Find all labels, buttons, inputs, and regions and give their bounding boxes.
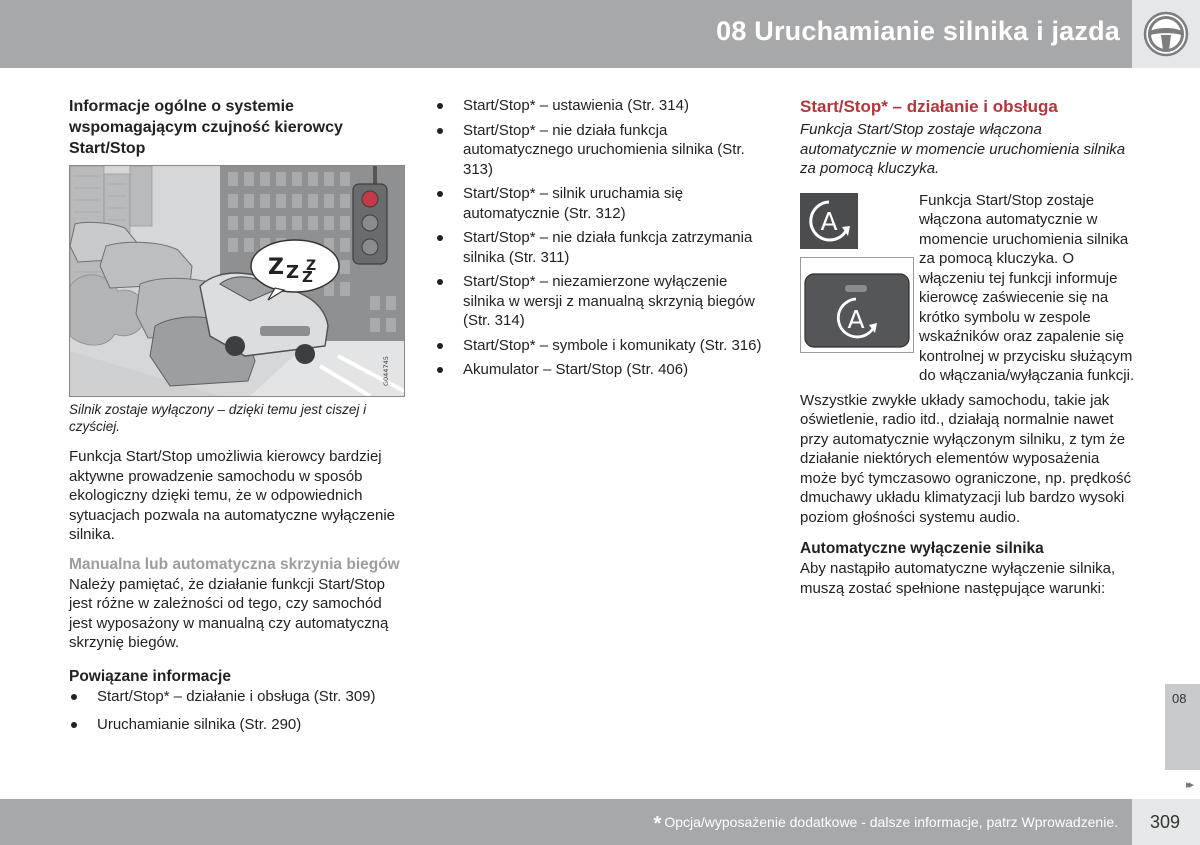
chapter-title: 08 Uruchamianie silnika i jazda <box>716 16 1120 46</box>
reference-item[interactable]: Start/Stop* – nie działa funkcja automatycznego uruchomienia silnika (Str. 313) <box>435 121 765 180</box>
chapter-header <box>0 0 1132 68</box>
related-title: Powiązane informacje <box>69 667 231 685</box>
chapter-icon-tab <box>1132 0 1200 68</box>
intro-paragraph: Funkcja Start/Stop umożliwia kierowcy bardziej aktywne prowadzenie samochodu w sposób ekologiczny dzięki temu, że w odpowiednich sytuacjach pozwala na automatyczne wyłączenie silnika. <box>69 448 396 543</box>
subtitle-gearbox: Manualna lub automatyczna skrzynia biegów <box>69 555 400 573</box>
footnote-text: Opcja/wyposażenie dodatkowe - dalsze informacje, patrz Wprowadzenie. <box>664 814 1118 830</box>
middle-column <box>435 96 765 385</box>
reference-item[interactable]: Akumulator – Start/Stop (Str. 406) <box>435 360 765 380</box>
next-page-arrows-icon: ▸▸ <box>1186 779 1192 791</box>
svg-text:Z: Z <box>286 262 300 283</box>
right-column <box>800 96 1135 608</box>
related-list <box>69 687 403 735</box>
left-column <box>69 96 403 744</box>
chapter-side-label: 08 <box>1172 691 1187 706</box>
section-title-operation: Start/Stop* – działanie i obsługa <box>800 97 1058 116</box>
traffic-illustration <box>69 165 405 397</box>
svg-text:Z: Z <box>268 255 284 280</box>
steering-wheel-icon <box>1143 11 1189 57</box>
image-code: G044745 <box>382 356 390 386</box>
reference-list <box>435 96 765 380</box>
start-stop-symbol-icon <box>800 193 858 249</box>
page-footer <box>0 799 1132 845</box>
page-number: 309 <box>1150 812 1181 832</box>
reference-item[interactable]: Start/Stop* – ustawienia (Str. 314) <box>435 96 765 116</box>
start-stop-symbol-letter: A <box>820 206 838 236</box>
image-caption: Silnik zostaje wyłączony – dzięki temu jest ciszej i czyściej. <box>69 402 367 434</box>
reference-item[interactable]: Start/Stop* – silnik uruchamia się automatycznie (Str. 312) <box>435 184 765 223</box>
svg-text:Z: Z <box>306 258 317 274</box>
reference-item[interactable]: Start/Stop* – symbole i komunikaty (Str. 316) <box>435 336 765 356</box>
reference-item[interactable]: Start/Stop* – niezamierzone wyłączenie silnika w wersji z manualną skrzynią biegów (Str. 314) <box>435 272 765 331</box>
related-item[interactable]: Uruchamianie silnika (Str. 290) <box>69 715 403 735</box>
icon-text-block <box>800 191 1135 391</box>
operation-paragraph-1: Funkcja Start/Stop zostaje włączona automatycznie w momencie uruchomienia silnika za pomocą kluczyka. O włączeniu tej funkcji informuje kierowcę zaświecenie się na krótko symbolu w zespole wskaźników oraz zapalenie się kontrolnej w przycisku służącym do włączania/wyłączania funkcji. <box>919 191 1135 384</box>
auto-stop-paragraph: Aby nastąpiło automatyczne wyłączenie silnika, muszą zostać spełnione następujące warunki: <box>800 560 1116 597</box>
svg-text:Z: Z <box>302 268 313 286</box>
section-title-general: Informacje ogólne o systemie wspomagającym czujność kierowcy Start/Stop <box>69 98 343 157</box>
footnote-star: * <box>653 813 662 835</box>
reference-item[interactable]: Start/Stop* – nie działa funkcja zatrzymania silnika (Str. 311) <box>435 228 765 267</box>
operation-intro: Funkcja Start/Stop zostaje włączona automatycznie w momencie uruchomienia silnika za pomocą kluczyka. <box>800 121 1126 177</box>
footnote <box>654 813 1118 836</box>
subtitle-auto-stop: Automatyczne wyłączenie silnika <box>800 540 1044 557</box>
start-stop-button-letter: A <box>847 304 865 334</box>
gearbox-paragraph: Należy pamiętać, że działanie funkcji Start/Stop jest różne w zależności od tego, czy samochód jest wyposażony w manualną czy automatyczną skrzynię biegów. <box>69 575 389 651</box>
start-stop-button-icon <box>800 257 914 353</box>
operation-paragraph-2: Wszystkie zwykłe układy samochodu, takie jak oświetlenie, radio itd., działają normalnie nawet przy automatycznie wyłączonym silniku, z tym że działanie niektórych elementów wyposażenia może być tymczasowo ograniczone, np. prędkość dmuchawy układu klimatyzacji lub bardzo wysoki poziom głośności systemu audio. <box>800 391 1131 526</box>
related-item[interactable]: Start/Stop* – działanie i obsługa (Str. 309) <box>69 687 403 707</box>
